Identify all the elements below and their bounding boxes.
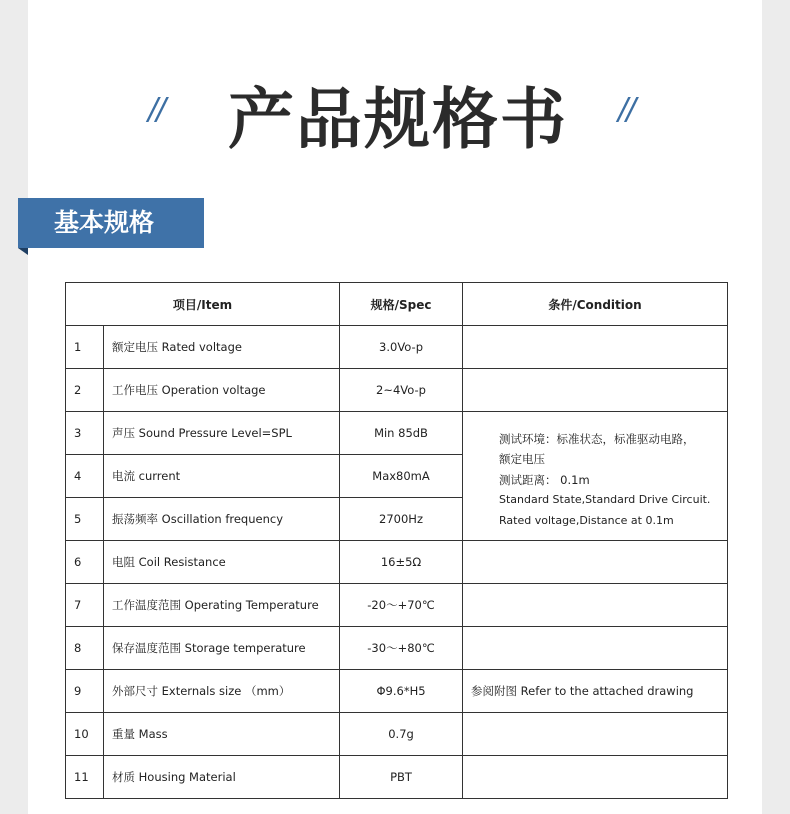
page-title: 产品规格书	[228, 81, 568, 158]
row-item: 振荡频率 Oscillation frequency	[104, 498, 340, 541]
row-item: 外部尺寸 Externals size （mm）	[104, 670, 340, 713]
row-condition	[463, 627, 728, 670]
row-condition	[463, 369, 728, 412]
title-decoration-right: //	[618, 92, 635, 127]
row-item: 电阻 Coil Resistance	[104, 541, 340, 584]
section-heading-fold	[18, 248, 28, 255]
table-row	[66, 326, 728, 369]
row-item: 额定电压 Rated voltage	[104, 326, 340, 369]
row-number: 11	[66, 756, 104, 799]
row-item: 工作温度范围 Operating Temperature	[104, 584, 340, 627]
row-number: 8	[66, 627, 104, 670]
row-number: 5	[66, 498, 104, 541]
row-condition	[463, 541, 728, 584]
title-row	[28, 62, 762, 162]
table-row	[66, 412, 728, 455]
condition-line: 测试距离： 0.1m	[499, 472, 590, 487]
table-row	[66, 713, 728, 756]
row-spec: Φ9.6*H5	[340, 670, 463, 713]
table-row	[66, 584, 728, 627]
row-spec: 16±5Ω	[340, 541, 463, 584]
row-number: 9	[66, 670, 104, 713]
row-number: 6	[66, 541, 104, 584]
row-number: 10	[66, 713, 104, 756]
row-spec: PBT	[340, 756, 463, 799]
header-item: 项目/Item	[66, 283, 340, 326]
condition-line: Standard State,Standard Drive Circuit.	[499, 493, 711, 507]
condition-line: 测试环境：标准状态，标准驱动电路，	[499, 431, 695, 446]
merged-test-condition	[463, 412, 728, 541]
row-condition	[463, 713, 728, 756]
row-item: 保存温度范围 Storage temperature	[104, 627, 340, 670]
row-spec: Max80mA	[340, 455, 463, 498]
row-spec: 2700Hz	[340, 498, 463, 541]
header-condition: 条件/Condition	[463, 283, 728, 326]
row-spec: 3.0Vo-p	[340, 326, 463, 369]
table-row	[66, 369, 728, 412]
row-spec: -30～+80℃	[340, 627, 463, 670]
row-item: 工作电压 Operation voltage	[104, 369, 340, 412]
row-item: 电流 current	[104, 455, 340, 498]
row-condition	[463, 584, 728, 627]
row-item: 重量 Mass	[104, 713, 340, 756]
row-number: 1	[66, 326, 104, 369]
spec-table	[65, 282, 728, 799]
table-header-row	[66, 283, 728, 326]
spec-sheet-page	[28, 0, 762, 814]
condition-line: 额定电压	[499, 452, 546, 467]
row-item: 材质 Housing Material	[104, 756, 340, 799]
table-row	[66, 627, 728, 670]
table-row	[66, 670, 728, 713]
row-number: 7	[66, 584, 104, 627]
row-number: 2	[66, 369, 104, 412]
condition-line: Rated voltage,Distance at 0.1m	[499, 513, 674, 527]
row-item: 声压 Sound Pressure Level=SPL	[104, 412, 340, 455]
row-spec: -20～+70℃	[340, 584, 463, 627]
row-spec: Min 85dB	[340, 412, 463, 455]
table-row	[66, 756, 728, 799]
row-condition	[463, 756, 728, 799]
row-spec: 2~4Vo-p	[340, 369, 463, 412]
row-spec: 0.7g	[340, 713, 463, 756]
row-condition: 参阅附图 Refer to the attached drawing	[463, 670, 728, 713]
title-decoration-left: //	[148, 92, 165, 127]
table-row	[66, 541, 728, 584]
row-number: 3	[66, 412, 104, 455]
row-number: 4	[66, 455, 104, 498]
header-spec: 规格/Spec	[340, 283, 463, 326]
section-heading: 基本规格	[18, 198, 204, 248]
row-condition	[463, 326, 728, 369]
